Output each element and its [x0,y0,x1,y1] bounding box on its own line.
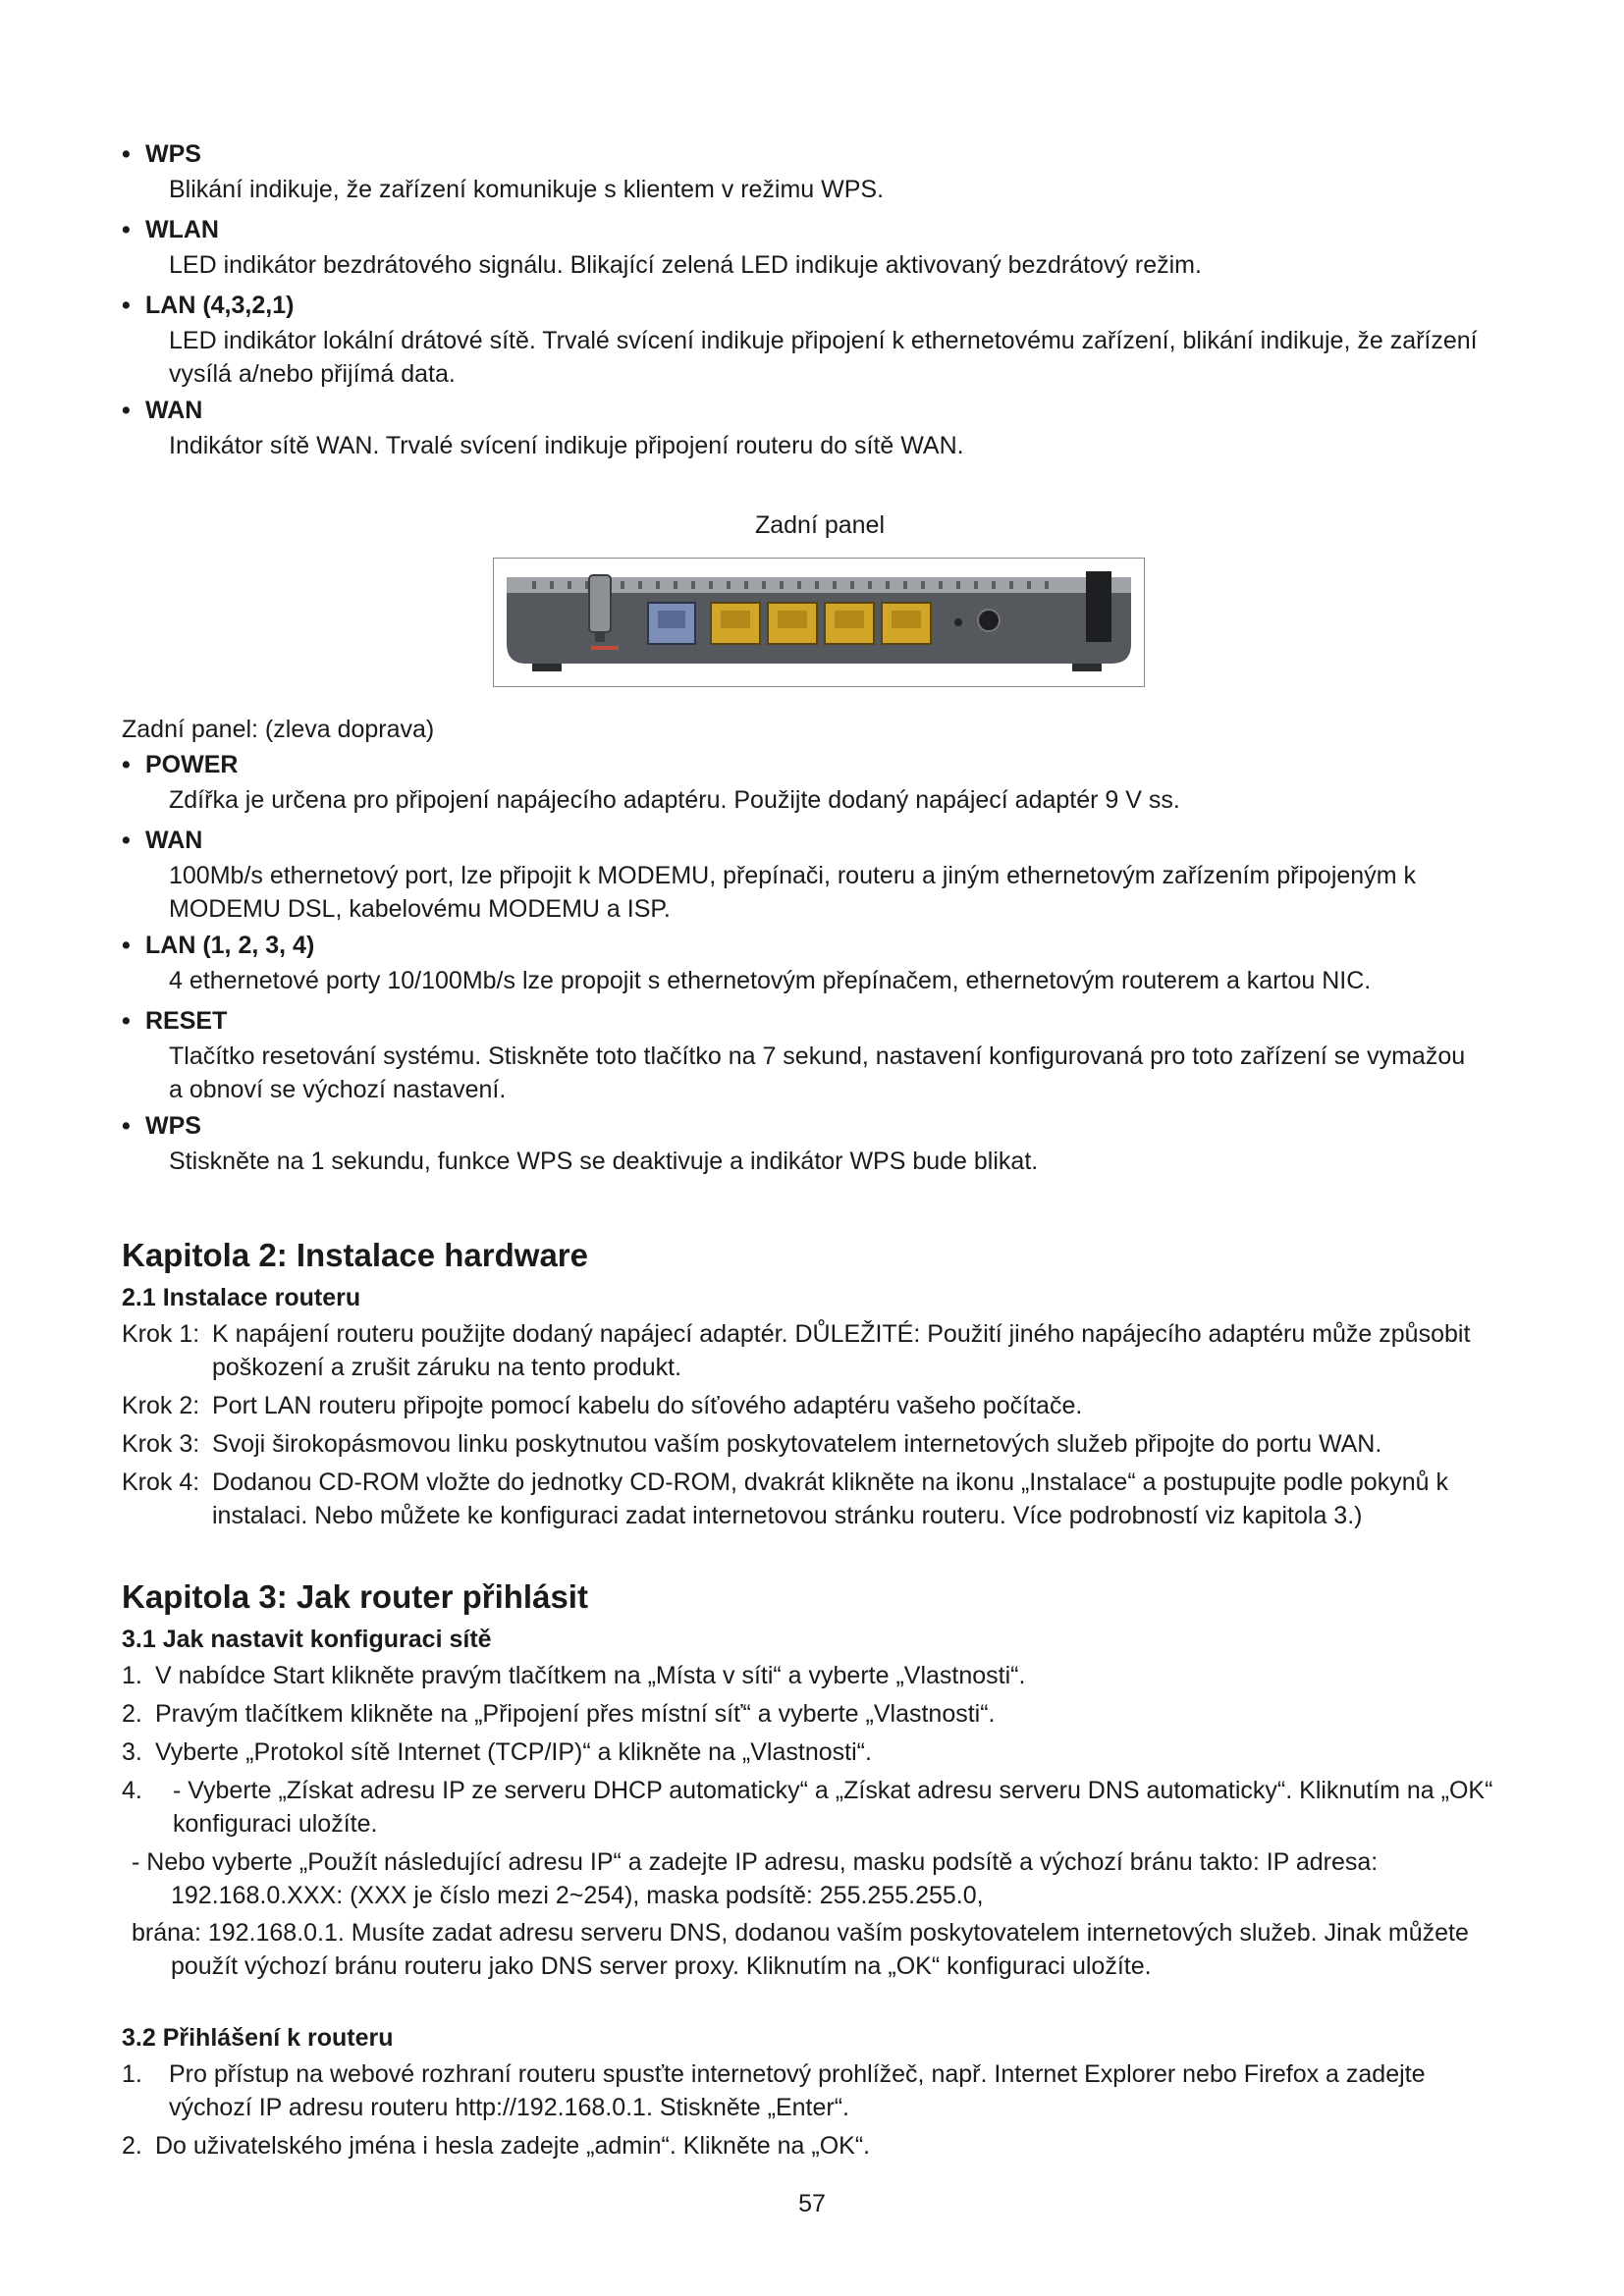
rear-wan-desc: 100Mb/s ethernetový port, lze připojit k MODEMU, přepínači, routeru a jiným ethernetovým zařízením připojeným k MODEMU DSL, kabelovému MODEMU a ISP. [169,862,1416,923]
chapter2-title: Kapitola 2: Instalace hardware [122,1237,589,1273]
led-wlan-title: • WLAN [145,215,219,244]
step-text: Dodanou CD-ROM vložte do jednotky CD-ROM, dvakrát klikněte na ikonu „Instalace“ a postupujte podle pokynů k instalaci. Nebo můžete ke konfiguraci zadat internetovou stránku routeru. Více podrobností viz kapitola 3.) [212,1468,1448,1529]
rear-panel-intro: Zadní panel: (zleva doprava) [122,716,435,743]
led-wan-title: • WAN [145,396,202,425]
led-wlan-desc: LED indikátor bezdrátového signálu. Blikající zelená LED indikuje aktivovaný bezdrátový režim. [169,251,1202,279]
rear-reset-desc: Tlačítko resetování systému. Stiskněte toto tlačítko na 7 sekund, nastavení konfigurovaná pro toto zařízení se vymažou a obnoví se výchozí nastavení. [169,1042,1466,1103]
chapter3-title: Kapitola 3: Jak router přihlásit [122,1578,588,1615]
rear-wps-desc: Stiskněte na 1 sekundu, funkce WPS se deaktivuje a indikátor WPS bude blikat. [169,1148,1039,1175]
list-item-text: V nabídce Start klikněte pravým tlačítkem na „Místa v síti“ a vyberte „Vlastnosti“. [155,1662,1026,1689]
list-number: 4. [122,1777,142,1804]
led-lan-desc: LED indikátor lokální drátové sítě. Trvalé svícení indikuje připojení k ethernetovému zařízení, blikání indikuje, že zařízení vysílá a/nebo přijímá data. [169,327,1478,388]
list-item-text: Pravým tlačítkem klikněte na „Připojení přes místní síť“ a vyberte „Vlastnosti“. [155,1700,996,1728]
step-label: Krok 1: [122,1320,200,1348]
step-text: Port LAN routeru připojte pomocí kabelu do síťového adaptéru vašeho počítače. [212,1392,1083,1419]
list-item-text: Pro přístup na webové rozhraní routeru spusťte internetový prohlížeč, např. Internet Explorer nebo Firefox a zadejte výchozí IP adresu routeru http://192.168.0.1. Stiskněte „Enter“. [169,2060,1426,2121]
step-label: Krok 4: [122,1468,200,1496]
led-lan-title: • LAN (4,3,2,1) [145,291,294,320]
step-text: K napájení routeru použijte dodaný napájecí adaptér. DŮLEŽITÉ: Použití jiného napájecího adaptéru může způsobit poškození a zrušit záruku na tento produkt. [212,1320,1471,1381]
figure-caption: Zadní panel [754,511,886,539]
manual-ip-paragraph: - Nebo vyberte „Použít následující adresu IP“ a zadejte IP adresu, masku podsítě a výchozí bránu takto: IP adresa: 192.168.0.XXX: (XXX je číslo mezi 2~254), maska podsítě: 255.255.255.0, [132,1848,1379,1909]
rear-lan-desc: 4 ethernetové porty 10/100Mb/s lze propojit s ethernetovým přepínačem, ethernetovým routerem a kartou NIC. [169,967,1372,994]
rear-lan-title: • LAN (1, 2, 3, 4) [145,931,314,960]
rear-wps-title: • WPS [145,1111,201,1141]
rear-reset-title: • RESET [145,1006,227,1036]
rear-wan-title: • WAN [145,826,202,855]
rear-power-title: • POWER [145,750,238,779]
list-item-text: - Vyberte „Získat adresu IP ze serveru DHCP automaticky“ a „Získat adresu serveru DNS automaticky“. Kliknutím na „OK“ konfiguraci uložíte. [173,1777,1493,1838]
chapter3-section2-title: 3.2 Přihlášení k routeru [122,2024,394,2052]
chapter3-section1-title: 3.1 Jak nastavit konfiguraci sítě [122,1626,492,1653]
rear-power-desc: Zdířka je určena pro připojení napájecího adaptéru. Použijte dodaný napájecí adaptér 9 V ss. [169,786,1180,814]
step-label: Krok 3: [122,1430,200,1458]
list-number: 1. [122,1662,142,1689]
list-number: 2. [122,1700,142,1728]
list-number: 2. [122,2132,142,2160]
chapter2-section-title: 2.1 Instalace routeru [122,1284,361,1311]
list-item-text: Vyberte „Protokol sítě Internet (TCP/IP)“ a klikněte na „Vlastnosti“. [155,1738,872,1766]
led-wan-desc: Indikátor sítě WAN. Trvalé svícení indikuje připojení routeru do sítě WAN. [169,432,964,459]
list-number: 3. [122,1738,142,1766]
router-rear-panel-image [493,558,1145,692]
gateway-paragraph: brána: 192.168.0.1. Musíte zadat adresu serveru DNS, dodanou vaším poskytovatelem internetových služeb. Jinak můžete použít výchozí bránu routeru jako DNS server proxy. Kliknutím na „OK“ konfiguraci uložíte. [132,1919,1469,1980]
page-number: 57 [798,2190,826,2217]
list-item-text: Do uživatelského jména i hesla zadejte „admin“. Klikněte na „OK“. [155,2132,871,2160]
step-label: Krok 2: [122,1392,200,1419]
list-number: 1. [122,2060,142,2088]
led-wps-desc: Blikání indikuje, že zařízení komunikuje s klientem v režimu WPS. [169,176,885,203]
step-text: Svoji širokopásmovou linku poskytnutou vaším poskytovatelem internetových služeb připojte do portu WAN. [212,1430,1382,1458]
led-wps-title: • WPS [145,139,201,169]
